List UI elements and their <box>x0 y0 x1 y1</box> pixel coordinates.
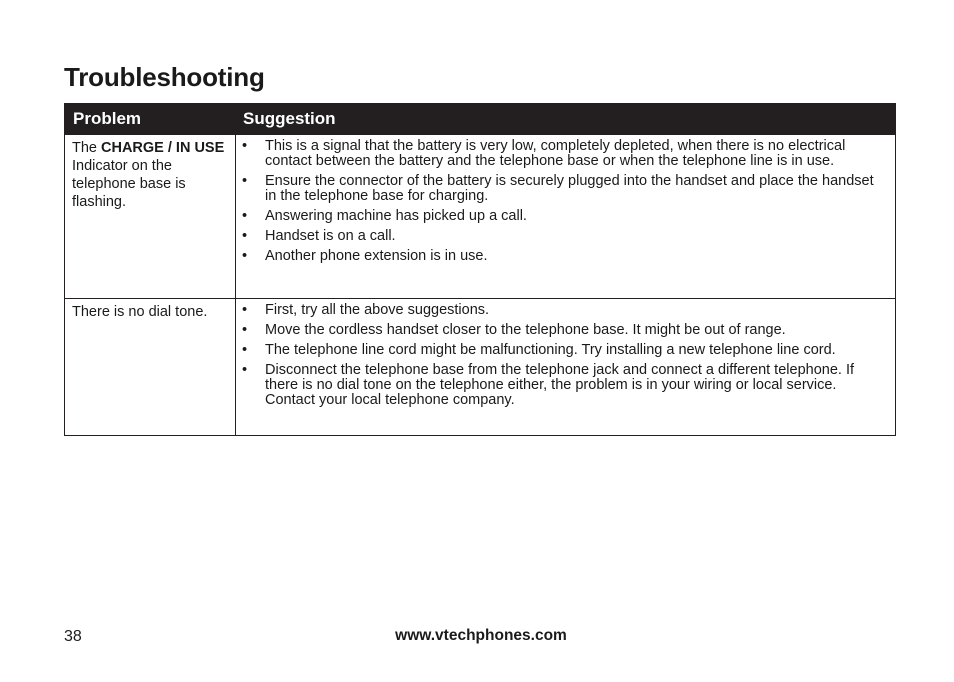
suggestion-list <box>242 303 887 408</box>
bullet-icon: • <box>242 248 248 264</box>
problem-suffix: Indicator on the telephone base is flashing. <box>72 158 186 210</box>
page-number: 38 <box>64 628 82 645</box>
suggestion-text: The telephone line cord might be malfunctioning. Try installing a new telephone line cord. <box>265 342 836 358</box>
suggestion-cell <box>236 299 896 436</box>
suggestion-text: Move the cordless handset closer to the telephone base. It might be out of range. <box>265 322 786 338</box>
bullet-icon: • <box>242 208 248 224</box>
suggestion-text: Ensure the connector of the battery is securely plugged into the handset and place the handset in the telephone base for charging. <box>265 173 874 204</box>
suggestion-item <box>242 363 887 408</box>
bullet-icon: • <box>242 342 248 358</box>
bullet-icon: • <box>242 362 248 378</box>
bullet-icon: • <box>242 173 248 189</box>
indicator-name: CHARGE / IN USE <box>101 140 225 156</box>
troubleshooting-table <box>64 103 896 436</box>
problem-prefix: The <box>72 140 102 156</box>
suggestion-text: First, try all the above suggestions. <box>265 302 490 318</box>
suggestion-item <box>242 139 887 169</box>
table-row <box>65 299 896 436</box>
suggestion-item <box>242 229 887 244</box>
table-header-row <box>65 104 896 135</box>
suggestion-item <box>242 174 887 204</box>
problem-column-header: Problem <box>65 104 236 135</box>
bullet-icon: • <box>242 302 248 318</box>
suggestion-text: Answering machine has picked up a call. <box>265 208 527 224</box>
bullet-icon: • <box>242 228 248 244</box>
problem-text: There is no dial tone. <box>72 304 208 320</box>
bullet-icon: • <box>242 322 248 338</box>
bullet-icon: • <box>242 138 248 154</box>
page-title: Troubleshooting <box>64 62 265 92</box>
suggestion-column-header: Suggestion <box>236 104 896 135</box>
suggestion-item <box>242 249 887 264</box>
problem-cell <box>65 135 236 299</box>
table-row <box>65 135 896 299</box>
suggestion-item <box>242 323 887 338</box>
suggestion-cell <box>236 135 896 299</box>
suggestion-text: Handset is on a call. <box>265 228 396 244</box>
suggestion-text: Disconnect the telephone base from the telephone jack and connect a different telephone. If there is no dial tone on the telephone either, the problem is in your wiring or local service. Contact your local telephone company. <box>265 362 854 408</box>
suggestion-item <box>242 209 887 224</box>
suggestion-list <box>242 139 887 264</box>
website-url: www.vtechphones.com <box>395 627 567 644</box>
suggestion-item <box>242 303 887 318</box>
suggestion-text: This is a signal that the battery is very low, completely depleted, when there is no electrical contact between the battery and the telephone base or when the telephone line is in use. <box>265 138 846 169</box>
problem-cell <box>65 299 236 436</box>
suggestion-item <box>242 343 887 358</box>
suggestion-text: Another phone extension is in use. <box>265 248 488 264</box>
